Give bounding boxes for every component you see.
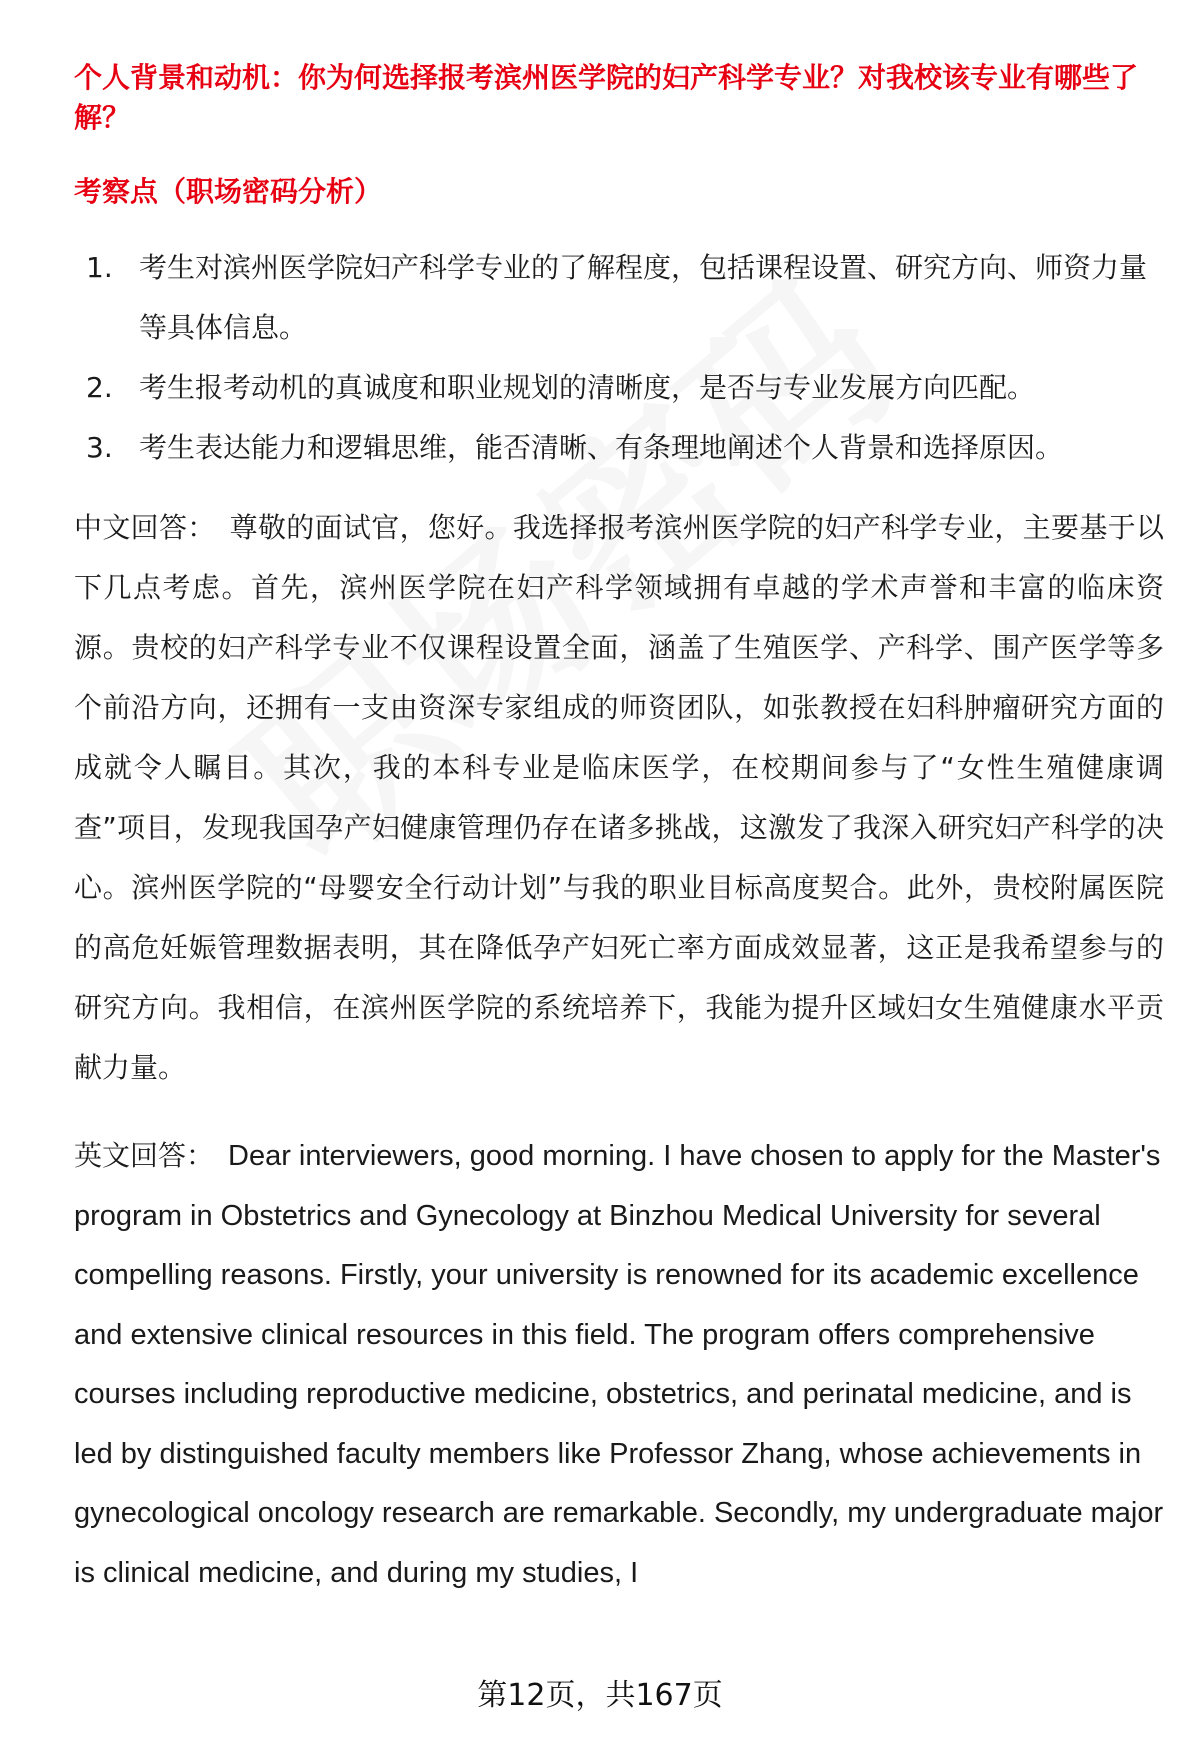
key-points-list — [74, 238, 1164, 478]
list-item-number: 1. — [86, 251, 113, 284]
list-item-number: 3. — [86, 431, 113, 464]
question-heading: 个人背景和动机：你为何选择报考滨州医学院的妇产科学专业？对我校该专业有哪些了解？ — [74, 61, 1139, 134]
english-answer-text: Dear interviewers, good morning. I have chosen to apply for the Master's program in Obstetrics and Gynecology at Binzhou Medical University for several compelling reasons. Firstly, your university is renowned for its academic excellence and extensive clinical resources in this field. The program offers comprehensive courses including reproductive medicine, obstetrics, and perinatal medicine, and is led by distinguished faculty members like Professor Zhang, whose achievements in gynecological oncology research are remarkable. Secondly, my undergraduate major is clinical medicine, and during my studies, I — [74, 1140, 1164, 1589]
list-item-text: 考生报考动机的真诚度和职业规划的清晰度，是否与专业发展方向匹配。 — [139, 371, 1036, 404]
section-title: 考察点（职场密码分析） — [74, 175, 383, 208]
list-item — [86, 238, 1164, 358]
list-item — [86, 358, 1164, 418]
english-answer — [74, 1126, 1164, 1603]
chinese-answer-text: 尊敬的面试官，您好。我选择报考滨州医学院的妇产科学专业，主要基于以下几点考虑。首先，滨州医学院在妇产科学领域拥有卓越的学术声誉和丰富的临床资源。贵校的妇产科学专业不仅课程设置全面，涵盖了生殖医学、产科学、围产医学等多个前沿方向，还拥有一支由资深专家组成的师资团队，如张教授在妇科肿瘤研究方面的成就令人瞩目。其次，我的本科专业是临床医学，在校期间参与了“女性生殖健康调查”项目，发现我国孕产妇健康管理仍存在诸多挑战，这激发了我深入研究妇产科学的决心。滨州医学院的“母婴安全行动计划”与我的职业目标高度契合。此外，贵校附属医院的高危妊娠管理数据表明，其在降低孕产妇死亡率方面成效显著，这正是我希望参与的研究方向。我相信，在滨州医学院的系统培养下，我能为提升区域妇女生殖健康水平贡献力量。 — [74, 511, 1164, 1084]
list-item-number: 2. — [86, 371, 113, 404]
list-item — [86, 418, 1164, 478]
document-page — [74, 58, 1164, 1603]
page-number: 第12页，共167页 — [477, 1678, 723, 1713]
list-item-text: 考生表达能力和逻辑思维，能否清晰、有条理地阐述个人背景和选择原因。 — [139, 431, 1064, 464]
list-item-text: 考生对滨州医学院妇产科学专业的了解程度，包括课程设置、研究方向、师资力量等具体信息。 — [139, 251, 1148, 344]
english-answer-label: 英文回答： — [74, 1139, 215, 1172]
chinese-answer — [74, 498, 1164, 1098]
chinese-answer-label: 中文回答： — [74, 511, 216, 544]
